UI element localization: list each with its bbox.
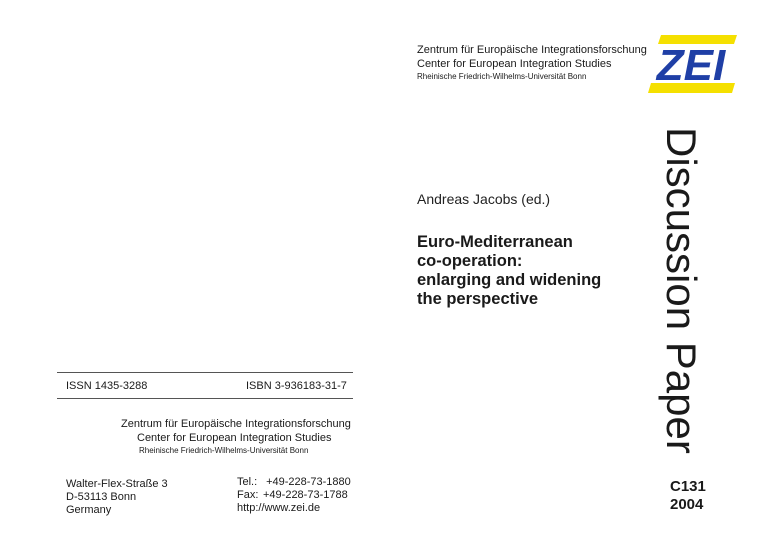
contact-block (237, 476, 351, 515)
address-street: Walter-Flex-Straße 3 (66, 478, 168, 490)
fax-number: +49-228-73-1788 (263, 489, 348, 501)
web-address[interactable]: //www.zei.de (258, 502, 321, 514)
author: Andreas Jacobs (ed.) (417, 191, 551, 207)
paper-code: C131 (670, 478, 706, 495)
contact-web (237, 502, 351, 515)
title-line-2: co-operation: (417, 252, 523, 270)
fax-label: Fax: (237, 489, 259, 501)
logo-text: ZEI (656, 41, 726, 90)
title-line-4: the perspective (417, 290, 539, 308)
zei-logo (639, 33, 739, 95)
contact-fax (237, 489, 351, 502)
front-institute-university: Rheinische Friedrich-Wilhelms-Universität Bonn (417, 72, 587, 81)
address-country: Germany (66, 504, 112, 516)
address-block (66, 478, 168, 517)
back-institute-name-de: Zentrum für Europäische Integrationsforschung (121, 418, 351, 430)
back-institute-name-en: Center for European Integration Studies (137, 432, 332, 444)
back-institute-university: Rheinische Friedrich-Wilhelms-Universität Bonn (139, 446, 309, 455)
divider-bottom (57, 398, 353, 399)
front-institute-name-de: Zentrum für Europäische Integrationsforschung (417, 44, 647, 56)
divider-top (57, 372, 353, 373)
series-label: Discussion Paper (658, 127, 705, 454)
paper-title (417, 233, 657, 309)
isbn: ISBN 3-936183-31-7 (246, 380, 347, 392)
contact-tel (237, 476, 351, 489)
front-institute-name-en: Center for European Integration Studies (417, 58, 612, 70)
paper-year: 2004 (670, 496, 704, 513)
web-label: http: (237, 502, 259, 514)
issn: ISSN 1435-3288 (66, 380, 148, 392)
title-line-3: enlarging and widening (417, 271, 602, 289)
tel-label: Tel.: (237, 476, 258, 488)
address-city: D-53113 Bonn (66, 491, 137, 503)
title-line-1: Euro-Mediterranean (417, 233, 573, 251)
tel-number: +49-228-73-1880 (266, 476, 351, 488)
